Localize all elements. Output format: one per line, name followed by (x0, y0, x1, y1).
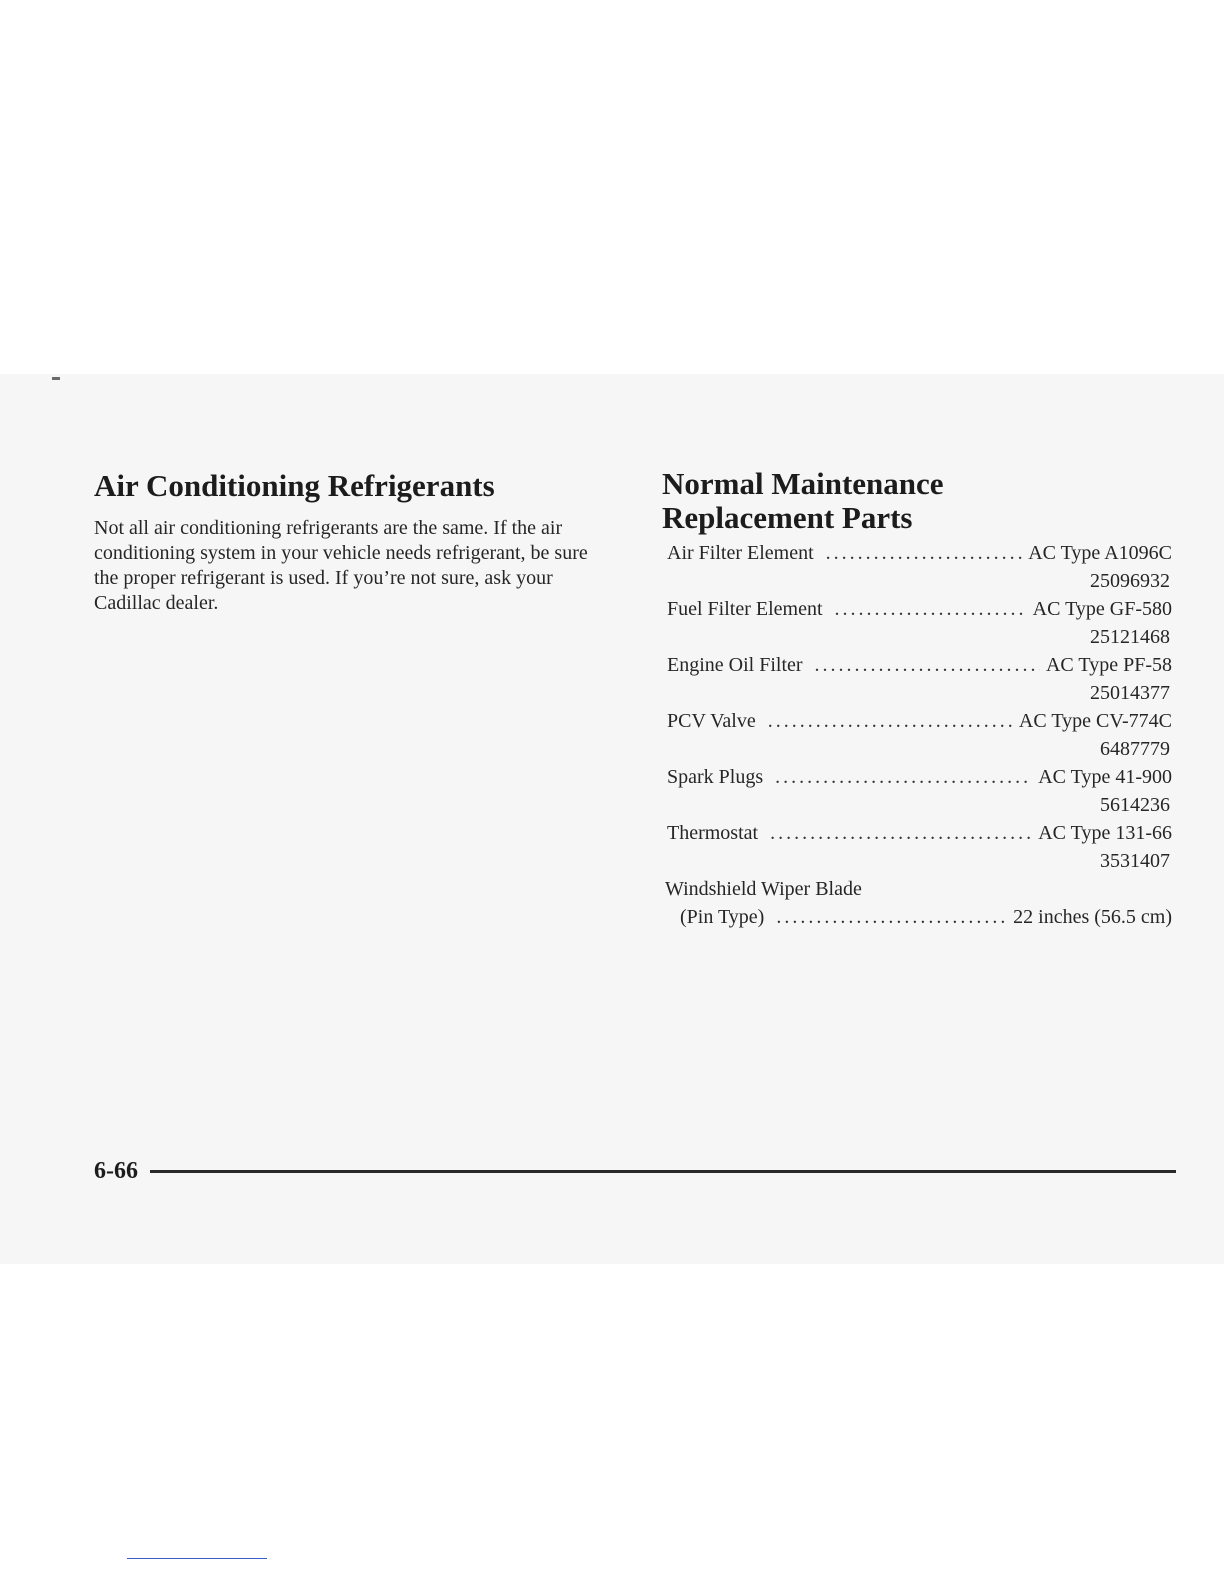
dot-leader (815, 651, 1040, 679)
part-type: AC Type 131-66 (1038, 822, 1172, 844)
part-entry (662, 651, 1172, 707)
part-number: 3531407 (1100, 850, 1170, 872)
replacement-parts-heading (662, 467, 1172, 535)
wiper-entry (662, 875, 1172, 931)
wiper-row (662, 903, 1172, 931)
dot-leader (835, 595, 1027, 623)
part-row (662, 819, 1172, 847)
scan-mark (52, 377, 60, 380)
part-name: Fuel Filter Element (667, 598, 823, 620)
page-number: 6-66 (94, 1158, 138, 1184)
dot-leader (826, 539, 1023, 567)
replacement-parts-section (662, 467, 1172, 931)
part-row (662, 595, 1172, 623)
part-name: Spark Plugs (667, 766, 764, 788)
part-entry (662, 539, 1172, 595)
wiper-name: Windshield Wiper Blade (665, 878, 862, 900)
part-type: AC Type 41-900 (1038, 766, 1172, 788)
parts-list (662, 539, 1172, 931)
part-number: 25096932 (1090, 570, 1170, 592)
part-name: Air Filter Element (667, 542, 814, 564)
refrigerants-heading: Air Conditioning Refrigerants (94, 468, 495, 503)
part-type: AC Type A1096C (1028, 542, 1172, 564)
part-entry (662, 763, 1172, 819)
part-name: PCV Valve (667, 710, 756, 732)
part-name: Engine Oil Filter (667, 654, 803, 676)
part-number: 25014377 (1090, 682, 1170, 704)
part-name: Thermostat (667, 822, 759, 844)
heading-line-1: Normal Maintenance (662, 466, 944, 501)
bottom-underline (127, 1558, 267, 1559)
part-entry (662, 819, 1172, 875)
wiper-size: 22 inches (56.5 cm) (1013, 906, 1172, 928)
dot-leader (776, 903, 1007, 931)
part-number: 6487779 (1100, 738, 1170, 760)
heading-line-2: Replacement Parts (662, 500, 913, 535)
part-row (662, 763, 1172, 791)
part-row (662, 707, 1172, 735)
dot-leader (768, 707, 1013, 735)
refrigerants-body: Not all air conditioning refrigerants are the same. If the air conditioning system in your vehicle needs refrigerant, be sure the proper refrigerant is used. If you’re not sure, ask your Cadillac dealer. (94, 517, 588, 614)
part-entry (662, 595, 1172, 651)
dot-leader (770, 819, 1032, 847)
part-type: AC Type GF-580 (1032, 598, 1172, 620)
part-number: 25121468 (1090, 626, 1170, 648)
dot-leader (775, 763, 1032, 791)
part-type: AC Type PF-58 (1045, 654, 1172, 676)
part-number: 5614236 (1100, 794, 1170, 816)
part-type: AC Type CV-774C (1018, 710, 1172, 732)
part-row (662, 651, 1172, 679)
part-row (662, 539, 1172, 567)
refrigerants-section (94, 466, 594, 616)
footer-rule (150, 1170, 1176, 1173)
part-entry (662, 707, 1172, 763)
wiper-subname: (Pin Type) (680, 906, 765, 928)
